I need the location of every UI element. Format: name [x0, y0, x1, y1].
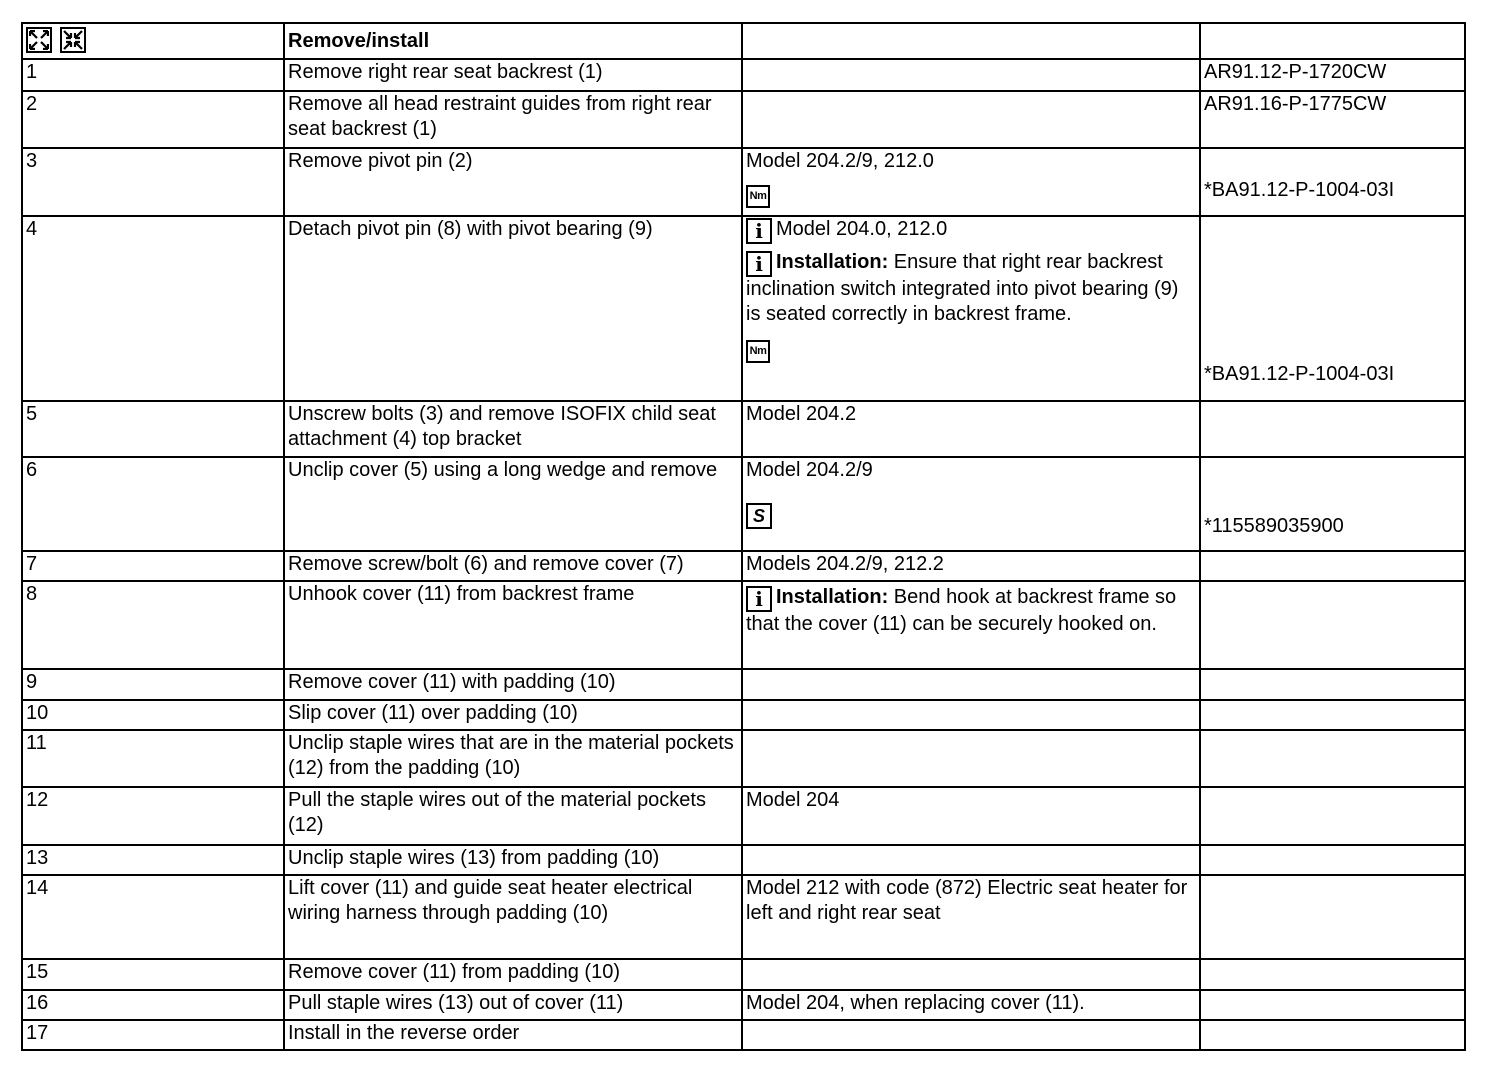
step-number: 3	[22, 148, 284, 216]
header-empty-cell	[742, 23, 1200, 59]
table-row	[22, 669, 1465, 700]
step-number: 5	[22, 401, 284, 457]
step-number: 12	[22, 787, 284, 845]
table-row	[22, 581, 1465, 669]
step-number: 8	[22, 581, 284, 669]
step-ref	[1200, 581, 1465, 669]
table-row	[22, 457, 1465, 551]
step-number: 13	[22, 845, 284, 875]
step-ref	[1200, 216, 1465, 401]
installation-label: Installation:	[776, 251, 889, 273]
tool-ref[interactable]: *115589035900	[1204, 515, 1344, 537]
step-text: Unscrew bolts (3) and remove ISOFIX child seat attachment (4) top bracket	[284, 401, 742, 457]
table-row	[22, 700, 1465, 730]
step-ref	[1200, 669, 1465, 700]
table-row	[22, 730, 1465, 787]
step-ref	[1200, 875, 1465, 959]
header-icons-cell	[22, 23, 284, 59]
step-text: Remove pivot pin (2)	[284, 148, 742, 216]
torque-nm-icon[interactable]: Nm	[746, 340, 770, 363]
info-icon[interactable]: i	[746, 251, 772, 277]
step-ref[interactable]: AR91.16-P-1775CW	[1200, 91, 1465, 148]
installation-text: Bend hook at backrest frame so that the cover (11) can be securely hooked on.	[746, 586, 1177, 635]
step-text: Slip cover (11) over padding (10)	[284, 700, 742, 730]
table-row	[22, 59, 1465, 91]
table-row	[22, 875, 1465, 959]
step-note	[742, 457, 1200, 551]
step-number: 7	[22, 551, 284, 581]
step-number: 17	[22, 1020, 284, 1050]
step-text: Remove cover (11) with padding (10)	[284, 669, 742, 700]
step-ref	[1200, 845, 1465, 875]
torque-ref[interactable]: *BA91.12-P-1004-03I	[1204, 363, 1395, 385]
step-note	[742, 1020, 1200, 1050]
special-tool-icon[interactable]: S	[746, 503, 772, 529]
step-ref	[1200, 401, 1465, 457]
step-number: 16	[22, 990, 284, 1020]
step-number: 2	[22, 91, 284, 148]
table-row	[22, 148, 1465, 216]
table-row	[22, 1020, 1465, 1050]
torque-nm-icon[interactable]: Nm	[746, 185, 770, 208]
table-row	[22, 216, 1465, 401]
step-number: 1	[22, 59, 284, 91]
installation-text: Ensure that right rear backrest inclination switch integrated into pivot bearing (9) is seated correctly in backrest frame.	[746, 251, 1179, 325]
model-note: Model 204.2/9	[746, 459, 873, 481]
step-number: 11	[22, 730, 284, 787]
step-note	[742, 216, 1200, 401]
table-header-row	[22, 23, 1465, 59]
step-ref	[1200, 959, 1465, 990]
step-note	[742, 581, 1200, 669]
step-ref	[1200, 730, 1465, 787]
step-text: Install in the reverse order	[284, 1020, 742, 1050]
step-ref	[1200, 148, 1465, 216]
step-note	[742, 845, 1200, 875]
torque-ref[interactable]: *BA91.12-P-1004-03I	[1204, 179, 1395, 201]
step-note	[742, 730, 1200, 787]
step-note: Model 204	[742, 787, 1200, 845]
step-text: Unclip staple wires (13) from padding (10)	[284, 845, 742, 875]
header-empty-cell	[1200, 23, 1465, 59]
step-number: 10	[22, 700, 284, 730]
step-text: Lift cover (11) and guide seat heater electrical wiring harness through padding (10)	[284, 875, 742, 959]
header-title: Remove/install	[284, 23, 742, 59]
step-ref[interactable]: AR91.12-P-1720CW	[1200, 59, 1465, 91]
step-number: 15	[22, 959, 284, 990]
model-note: Model 204.2/9, 212.0	[746, 150, 934, 172]
step-ref	[1200, 1020, 1465, 1050]
step-ref	[1200, 457, 1465, 551]
installation-label: Installation:	[776, 586, 889, 608]
step-note: Model 212 with code (872) Electric seat heater for left and right rear seat	[742, 875, 1200, 959]
step-text: Remove all head restraint guides from right rear seat backrest (1)	[284, 91, 742, 148]
step-note	[742, 59, 1200, 91]
step-number: 6	[22, 457, 284, 551]
step-text: Detach pivot pin (8) with pivot bearing (9)	[284, 216, 742, 401]
info-icon[interactable]: i	[746, 586, 772, 612]
table-row	[22, 959, 1465, 990]
table-row	[22, 787, 1465, 845]
step-note: Model 204.2	[742, 401, 1200, 457]
step-note	[742, 700, 1200, 730]
step-note: Model 204, when replacing cover (11).	[742, 990, 1200, 1020]
step-text: Remove cover (11) from padding (10)	[284, 959, 742, 990]
step-number: 14	[22, 875, 284, 959]
table-row	[22, 551, 1465, 581]
collapse-all-icon[interactable]	[60, 27, 86, 53]
step-text: Unhook cover (11) from backrest frame	[284, 581, 742, 669]
step-number: 4	[22, 216, 284, 401]
step-text: Unclip staple wires that are in the material pockets (12) from the padding (10)	[284, 730, 742, 787]
step-note	[742, 669, 1200, 700]
expand-all-icon[interactable]	[26, 27, 52, 53]
step-text: Pull staple wires (13) out of cover (11)	[284, 990, 742, 1020]
step-text: Remove screw/bolt (6) and remove cover (7)	[284, 551, 742, 581]
step-note	[742, 959, 1200, 990]
step-text: Remove right rear seat backrest (1)	[284, 59, 742, 91]
step-ref	[1200, 787, 1465, 845]
step-ref	[1200, 700, 1465, 730]
table-row	[22, 845, 1465, 875]
step-note	[742, 148, 1200, 216]
step-note: Models 204.2/9, 212.2	[742, 551, 1200, 581]
table-row	[22, 990, 1465, 1020]
table-row	[22, 91, 1465, 148]
step-text: Pull the staple wires out of the material pockets (12)	[284, 787, 742, 845]
step-ref	[1200, 990, 1465, 1020]
step-note	[742, 91, 1200, 148]
model-note: Model 204.0, 212.0	[776, 218, 948, 240]
step-text: Unclip cover (5) using a long wedge and remove	[284, 457, 742, 551]
step-number: 9	[22, 669, 284, 700]
step-ref	[1200, 551, 1465, 581]
info-icon[interactable]: i	[746, 218, 772, 244]
procedure-table	[21, 22, 1466, 1051]
table-row	[22, 401, 1465, 457]
